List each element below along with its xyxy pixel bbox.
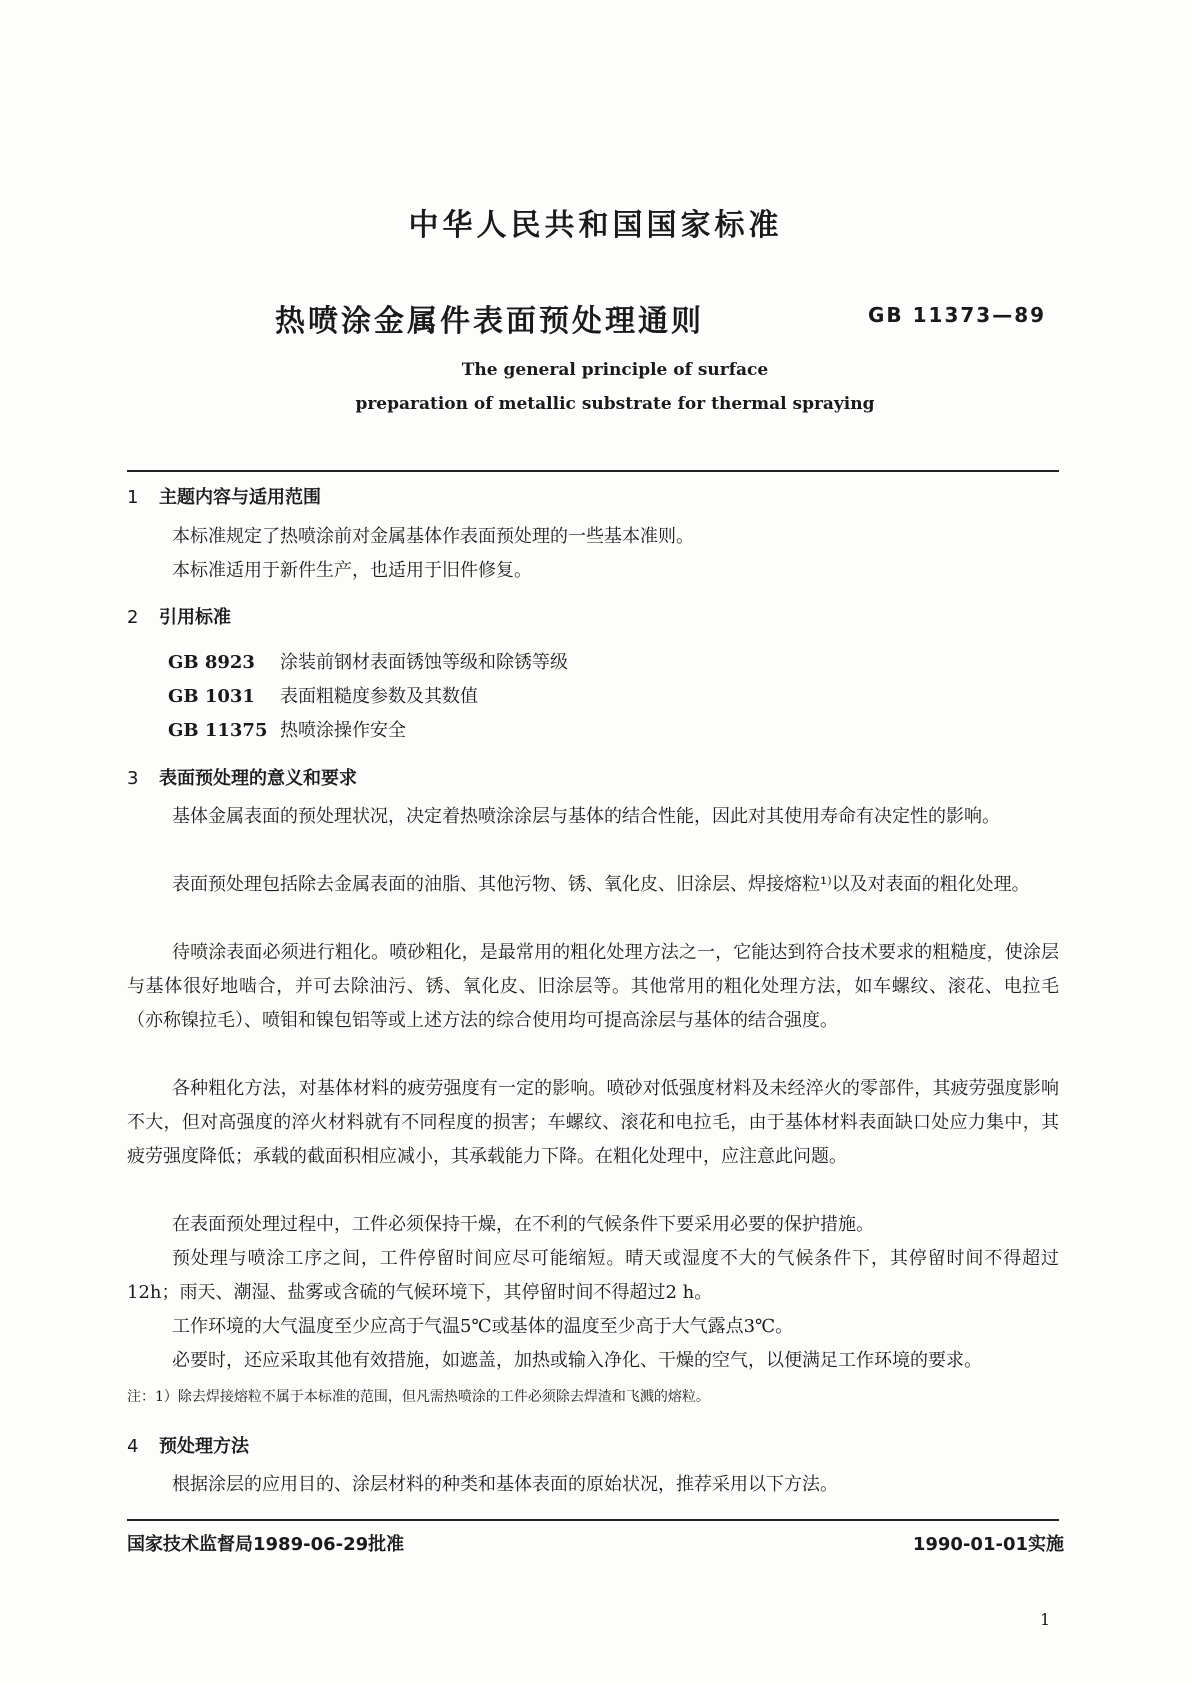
- paragraph: [127, 1310, 1059, 1344]
- paragraph-text: 待喷涂表面必须进行粗化。喷砂粗化，是最常用的粗化处理方法之一，它能达到符合技术要求的粗糙度，使涂层与基体很好地啮合，并可去除油污、锈、氧化皮、旧涂层等。其他常用的粗化处理方法，如车螺纹、滚花、电拉毛（亦称镍拉毛）、喷钼和镍包铝等或上述方法的综合使用均可提高涂层与基体的结合强度。: [127, 942, 1059, 1031]
- standard-code: GB 11373—89: [868, 303, 1047, 327]
- footnote: 注：1）除去焊接熔粒不属于本标准的范围，但凡需热喷涂的工件必须除去焊渣和飞溅的熔粒。: [127, 1389, 710, 1405]
- reference-name: 涂装前钢材表面锈蚀等级和除锈等级: [280, 652, 568, 673]
- page-number: 1: [1040, 1610, 1051, 1629]
- english-title-line-1: The general principle of surface: [461, 360, 769, 380]
- paragraph: [127, 1072, 1059, 1174]
- paragraph: [127, 1344, 1059, 1378]
- reference-name: 表面粗糙度参数及其数值: [280, 686, 478, 707]
- reference-code: GB 1031: [168, 686, 255, 707]
- paragraph-text: 在表面预处理过程中，工件必须保持干燥，在不利的气候条件下要采用必要的保护措施。: [172, 1214, 874, 1235]
- paragraph-text: 各种粗化方法，对基体材料的疲劳强度有一定的影响。喷砂对低强度材料及未经淬火的零部件，其疲劳强度影响不大，但对高强度的淬火材料就有不同程度的损害；车螺纹、滚花和电拉毛，由于基体材料表面缺口处应力集中，其疲劳强度降低；承载的截面积相应减小，其承载能力下降。在粗化处理中，应注意此问题。: [127, 1078, 1059, 1167]
- reference-name: 热喷涂操作安全: [280, 720, 406, 741]
- section-2-heading: [127, 603, 231, 629]
- english-title-line-2: preparation of metallic substrate for thermal spraying: [355, 394, 875, 414]
- section-title: 预处理方法: [159, 1436, 249, 1457]
- reference-item: [168, 716, 406, 742]
- section-3-heading: [127, 764, 357, 790]
- paragraph: [127, 1208, 1059, 1242]
- section-number: 4: [127, 1436, 139, 1457]
- paragraph: [127, 800, 1059, 834]
- section-title: 表面预处理的意义和要求: [159, 768, 357, 789]
- section-title: 引用标准: [159, 607, 231, 628]
- approval-date: 国家技术监督局1989-06-29批准: [127, 1534, 405, 1555]
- paragraph: 本标准规定了热喷涂前对金属基体作表面预处理的一些基本准则。: [172, 526, 694, 547]
- reference-item: [168, 682, 478, 708]
- paragraph-text: 工作环境的大气温度至少应高于气温5℃或基体的温度至少高于大气露点3℃。: [172, 1316, 794, 1337]
- paragraph: [127, 1468, 1059, 1502]
- reference-code: GB 11375: [168, 720, 268, 741]
- paragraph-text: 预处理与喷涂工序之间，工件停留时间应尽可能缩短。晴天或湿度不大的气候条件下，其停留时间不得超过12h；雨天、潮湿、盐雾或含硫的气候环境下，其停留时间不得超过2 h。: [127, 1248, 1059, 1303]
- header-divider: [127, 470, 1059, 472]
- paragraph-text: 根据涂层的应用目的、涂层材料的种类和基体表面的原始状况，推荐采用以下方法。: [172, 1474, 838, 1495]
- section-1-heading: [127, 483, 321, 509]
- section-number: 2: [127, 607, 139, 628]
- footer-divider: [127, 1519, 1059, 1521]
- paragraph-text: 必要时，还应采取其他有效措施，如遮盖，加热或输入净化、干燥的空气，以便满足工作环境的要求。: [172, 1350, 982, 1371]
- paragraph-text: 基体金属表面的预处理状况，决定着热喷涂涂层与基体的结合性能，因此对其使用寿命有决定性的影响。: [172, 806, 1000, 827]
- paragraph-text: 表面预处理包括除去金属表面的油脂、其他污物、锈、氧化皮、旧涂层、焊接熔粒¹⁾以及对表面的粗化处理。: [172, 874, 1030, 895]
- paragraph: [127, 936, 1059, 1038]
- standard-type-heading: 中华人民共和国国家标准: [408, 208, 783, 243]
- section-number: 1: [127, 487, 139, 508]
- reference-item: [168, 648, 568, 674]
- paragraph: [127, 1242, 1059, 1310]
- section-title: 主题内容与适用范围: [159, 487, 321, 508]
- document-title: 热喷涂金属件表面预处理通则: [275, 304, 704, 339]
- paragraph: [127, 868, 1059, 902]
- effective-date: 1990-01-01实施: [912, 1534, 1064, 1555]
- section-4-heading: [127, 1432, 249, 1458]
- section-number: 3: [127, 768, 139, 789]
- paragraph: 本标准适用于新件生产，也适用于旧件修复。: [172, 560, 532, 581]
- reference-code: GB 8923: [168, 652, 255, 673]
